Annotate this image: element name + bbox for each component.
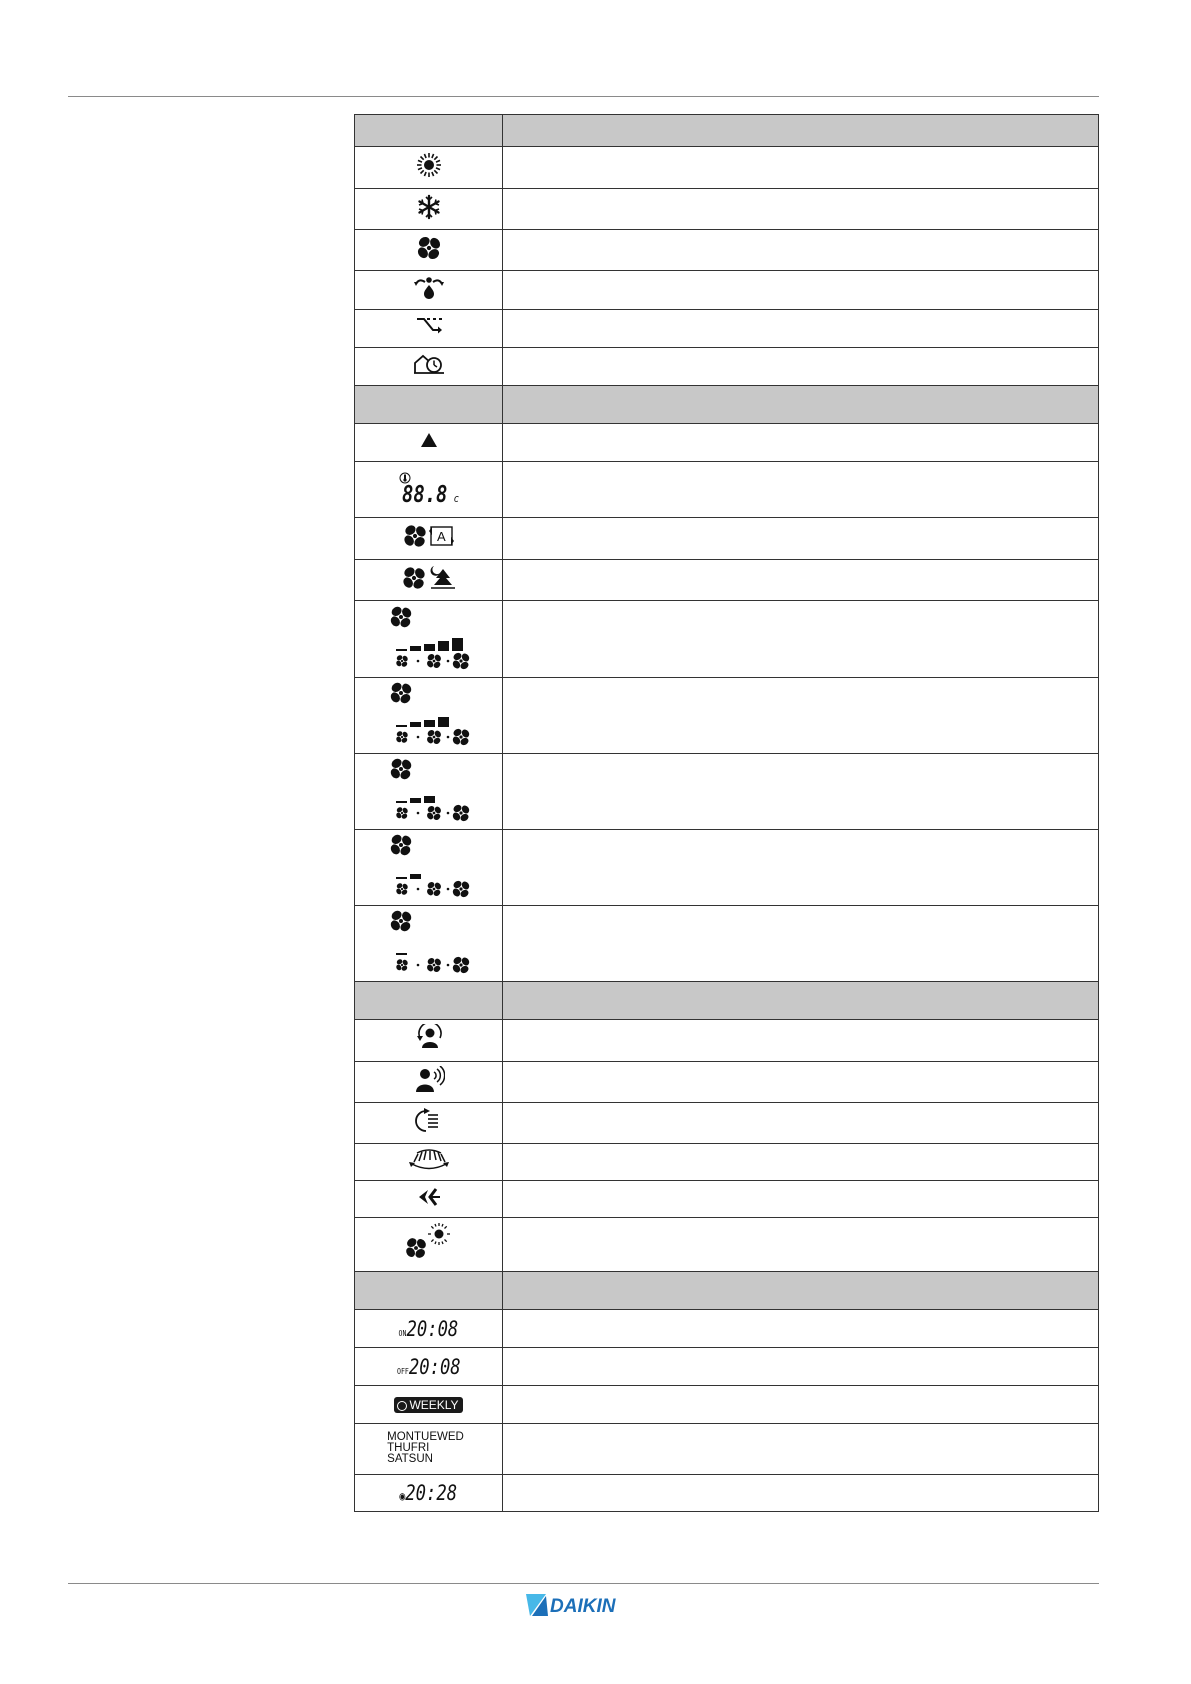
weekly-timer-icon (355, 1386, 503, 1424)
fan-speed-2-icon (355, 830, 503, 906)
triangle-up-icon (355, 424, 503, 462)
table-row (355, 348, 1099, 386)
temperature-unit: c (453, 492, 459, 505)
temperature-display-icon (355, 462, 503, 518)
dry-mode-icon (355, 271, 503, 310)
table-row (355, 1424, 1099, 1475)
days-line-1: MONTUEWED (387, 1430, 464, 1443)
home-leave-icon (355, 348, 503, 386)
table-row (355, 678, 1099, 754)
fan-auto-icon (355, 518, 503, 560)
clock-icon (397, 1401, 407, 1411)
intelligent-eye-icon (355, 1062, 503, 1103)
clock-symbol-icon: ◉ (399, 1489, 406, 1503)
table-row (355, 271, 1099, 310)
off-timer-label: OFF (396, 1366, 409, 1376)
snowflake-cool-icon (355, 189, 503, 230)
table-header-row (355, 115, 1099, 147)
days-line-2: THUFRI (387, 1441, 430, 1454)
comfort-airflow-icon (355, 1020, 503, 1062)
on-timer-icon (355, 1310, 503, 1348)
weekday-icon (355, 1424, 503, 1475)
table-row (355, 1020, 1099, 1062)
fan-heat-icon (355, 1218, 503, 1272)
swing-icon (355, 1144, 503, 1181)
table-row (355, 1475, 1099, 1512)
sun-heat-icon (355, 147, 503, 189)
footer-rule (68, 1583, 1099, 1584)
table-row (355, 754, 1099, 830)
table-row (355, 147, 1099, 189)
table-row (355, 310, 1099, 348)
table-row (355, 518, 1099, 560)
header-rule (68, 96, 1099, 97)
clock-display-icon (355, 1475, 503, 1512)
table-row (355, 1310, 1099, 1348)
fan-speed-4-icon (355, 678, 503, 754)
off-timer-icon (355, 1348, 503, 1386)
table-row (355, 601, 1099, 678)
weekly-label: WEEKLY (409, 1397, 459, 1412)
section-header-row (355, 1272, 1099, 1310)
icon-table (354, 114, 1099, 1512)
table-row (355, 424, 1099, 462)
powerful-icon (355, 1181, 503, 1218)
table-row (355, 189, 1099, 230)
section-header-row (355, 982, 1099, 1020)
daikin-logo (524, 1592, 642, 1623)
table-row (355, 560, 1099, 601)
fan-speed-3-icon (355, 754, 503, 830)
logo-text: DAIKIN (550, 1596, 616, 1617)
table-row (355, 1386, 1099, 1424)
temperature-value: 88.8 (402, 482, 448, 508)
table-row (355, 830, 1099, 906)
table-row (355, 1144, 1099, 1181)
table-row (355, 1062, 1099, 1103)
fan-speed-5-icon (355, 601, 503, 678)
clock-time: 20:28 (405, 1481, 458, 1505)
fan-only-icon (355, 230, 503, 271)
fan-speed-1-icon (355, 906, 503, 982)
svg-text:A: A (436, 529, 446, 544)
table-row (355, 1218, 1099, 1272)
table-row (355, 462, 1099, 518)
3d-airflow-icon (355, 1103, 503, 1144)
table-row (355, 906, 1099, 982)
on-timer-time: 20:08 (406, 1316, 459, 1341)
table-row (355, 1103, 1099, 1144)
off-timer-time: 20:08 (408, 1354, 461, 1379)
fan-quiet-icon (355, 560, 503, 601)
table-row (355, 1181, 1099, 1218)
table-row (355, 1348, 1099, 1386)
days-line-3: SATSUN (387, 1452, 433, 1465)
auto-changeover-icon (355, 310, 503, 348)
on-timer-label: ON (398, 1328, 407, 1338)
section-header-row (355, 386, 1099, 424)
table-row (355, 230, 1099, 271)
